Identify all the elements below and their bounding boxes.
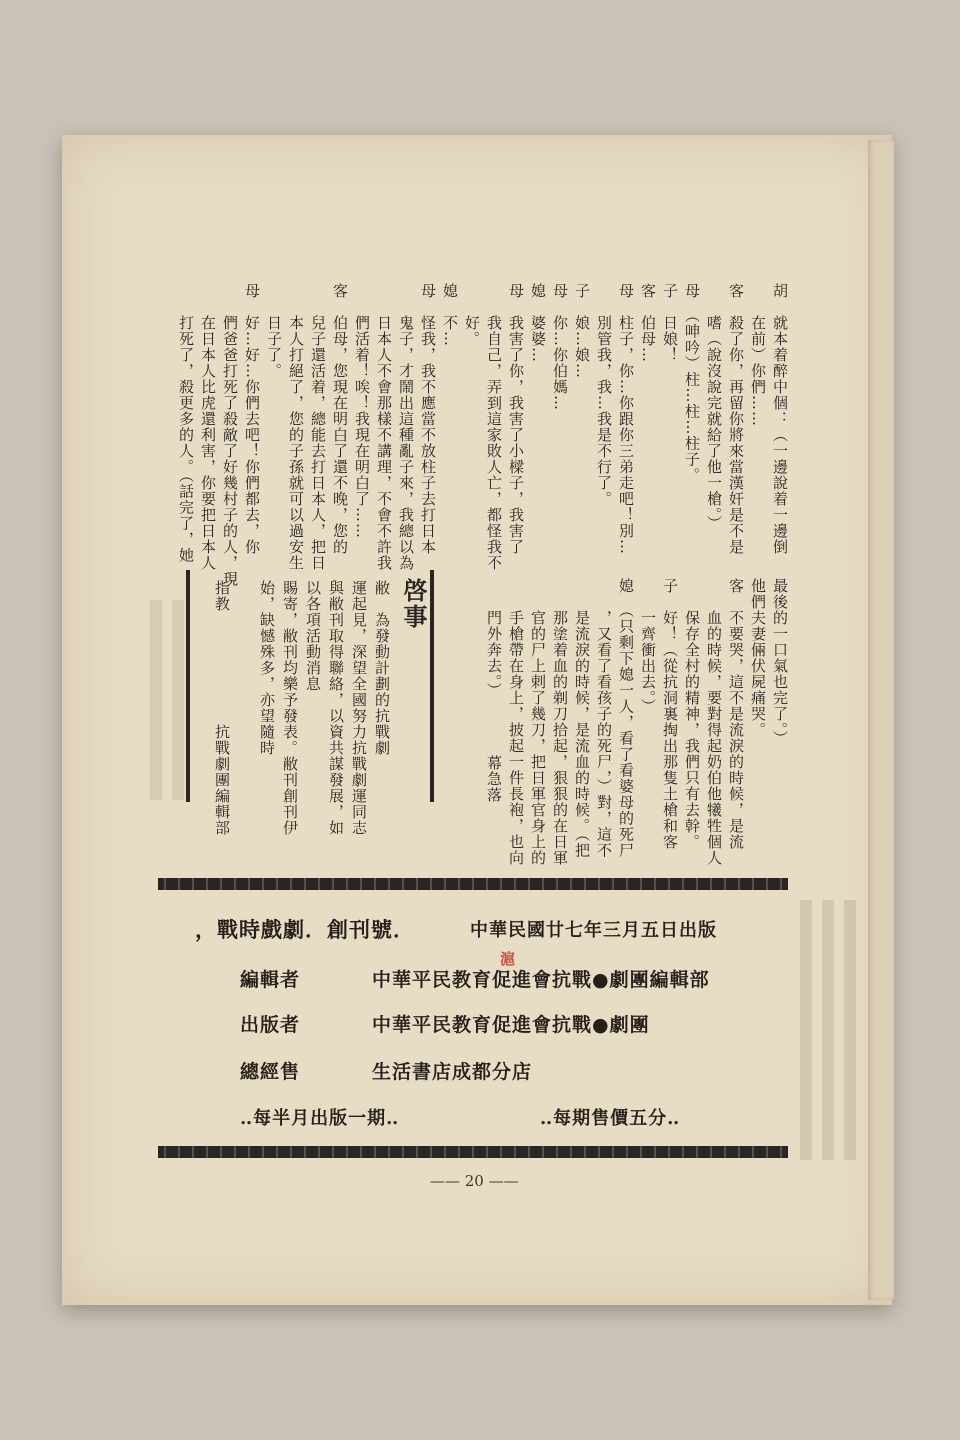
script-column: 血的時候，要對得起奶伯他犧牲個人 — [705, 578, 723, 866]
script-column: 最後的一口氣也完了。） — [771, 578, 789, 747]
script-column: 媳 婆婆… — [529, 283, 547, 363]
script-column: 門外奔去。） 幕急落 — [485, 578, 503, 803]
editor-value: 中華平民教育促進會抗戰●劇團編輯部 — [372, 969, 710, 991]
script-column: 是流淚的時候，是流血的時候。（把 — [573, 578, 591, 859]
script-column: 子 娘…娘… — [573, 283, 591, 379]
script-column: 母 （呻吟）柱…柱…柱子。 — [683, 283, 701, 484]
script-column: 胡 就本着醉中個：（一邊說着一邊倒 — [771, 283, 789, 555]
script-column: 客 伯母… — [639, 283, 657, 363]
bleed-through-left — [150, 600, 190, 800]
script-column: 那塗着血的剃刀拾起，狠狠的在日軍 — [551, 578, 569, 866]
script-column: 母 柱子，你…你跟你三弟走吧！別… — [617, 283, 635, 555]
script-column: 在日本人比虎還利害，你要把日本人 — [199, 283, 217, 571]
notice-column: 敝 為發動計劃的抗戰劇 — [373, 580, 391, 756]
script-column: 本人打絕了，您的子孫就可以過安生 — [287, 283, 305, 571]
notice-border-left — [186, 570, 190, 802]
script-column: 打死了，殺更多的人。（話完了，她 — [177, 283, 195, 564]
script-column: 手槍帶在身上，披起一件長袍，也向 — [507, 578, 525, 866]
distributor-label: 總經售 — [240, 1061, 301, 1083]
script-column: 別管我，我…我是不行了。 — [595, 283, 613, 507]
red-stamp-mark: 滬 — [500, 950, 516, 968]
script-column: 客 伯母，您現在明白了還不晚，您的 — [331, 283, 349, 555]
script-column: 母 好…好…你們去吧！你們都去，你 — [243, 283, 261, 555]
script-column: 們爸爸打死了殺敵了好幾村子的人，現 — [221, 283, 239, 587]
script-column: 保存全村的精神，我們只有去幹。 — [683, 578, 701, 850]
script-column: 一齊衝出去。） — [639, 578, 657, 715]
distributor-value: 生活書店成都分店 — [372, 1061, 533, 1083]
script-column: 在前）你們…… — [749, 283, 767, 427]
notice-column: 與敝刊取得聯絡，以資共謀發展，如 — [327, 580, 345, 836]
script-column: 們活着！唉！我現在明白了…… — [353, 283, 371, 539]
publisher-label: 出版者 — [240, 1014, 301, 1036]
script-column: 日本人不會那樣不講理，不會不許我 — [375, 283, 393, 571]
notice-title: 啓事 — [399, 578, 428, 630]
publisher-value: 中華平民教育促進會抗戰●劇團 — [372, 1014, 650, 1036]
script-column: 母 你…你伯媽… — [551, 283, 569, 411]
page-edge-stack — [868, 140, 894, 1300]
bleed-through-right — [800, 900, 860, 1160]
script-column: 日子了。 — [265, 283, 283, 379]
script-column: 母 我害了你，我害了小樑子，我害了 — [507, 283, 525, 555]
page-number: —— 20 —— — [430, 1172, 519, 1190]
script-column: 客 不要哭，這不是流淚的時候，是流 — [727, 578, 745, 850]
publication-frequency: ‥每半月出版一期‥ — [240, 1108, 400, 1129]
magazine-title: ，戰時戲劇．創刊號． — [195, 917, 415, 942]
script-column: 媳 （只剩下媳一人，看了看婆母的死尸 — [617, 578, 635, 859]
script-column: 媳 不… — [441, 283, 459, 347]
imprint-rule-top — [158, 878, 788, 890]
notice-column: 指教 抗戰劇團編輯部 — [213, 580, 231, 836]
script-column: 兒子還活着，總能去打日本人，把日 — [309, 283, 327, 571]
script-column: 官的尸上剌了幾刀，把日軍官身上的 — [529, 578, 547, 866]
price: ‥每期售價五分‥ — [540, 1108, 681, 1129]
script-column: 子 日娘！ — [661, 283, 679, 363]
notice-column: 以各項活動消息 — [304, 580, 322, 692]
script-column: 母 怪我，我不應當不放柱子去打日本 — [419, 283, 437, 555]
script-column: 我自己，弄到這家敗人亡，都怪我不 — [485, 283, 503, 571]
script-column: 子 好！（從抗洞裏掏出那隻土槍和客 — [661, 578, 679, 850]
script-column: ，又看了看孩子的死尸，）對，這不 — [595, 578, 613, 859]
script-column: 好。 — [463, 283, 481, 347]
imprint-rule-bottom — [158, 1146, 788, 1158]
script-column: 客 殺了你，再留你將來當漢奸是不是 — [727, 283, 745, 555]
notice-column: 賜寄，敝刊均樂予發表。敝刊創刊伊 — [281, 580, 299, 836]
publish-date: 中華民國廿七年三月五日出版 — [470, 920, 717, 941]
editor-label: 編輯者 — [240, 969, 301, 991]
notice-column: 運起見，深望全國努力抗戰劇運同志 — [350, 580, 368, 836]
script-column: 鬼子，才鬧出這種亂子來，我總以為 — [397, 283, 415, 571]
notice-column: 始，缺憾殊多，亦望隨時 — [258, 580, 276, 756]
script-column: 他們夫妻倆伏屍痛哭。 — [749, 578, 767, 738]
script-column: 嗜（說沒說完就給了他一槍。） — [705, 283, 723, 532]
